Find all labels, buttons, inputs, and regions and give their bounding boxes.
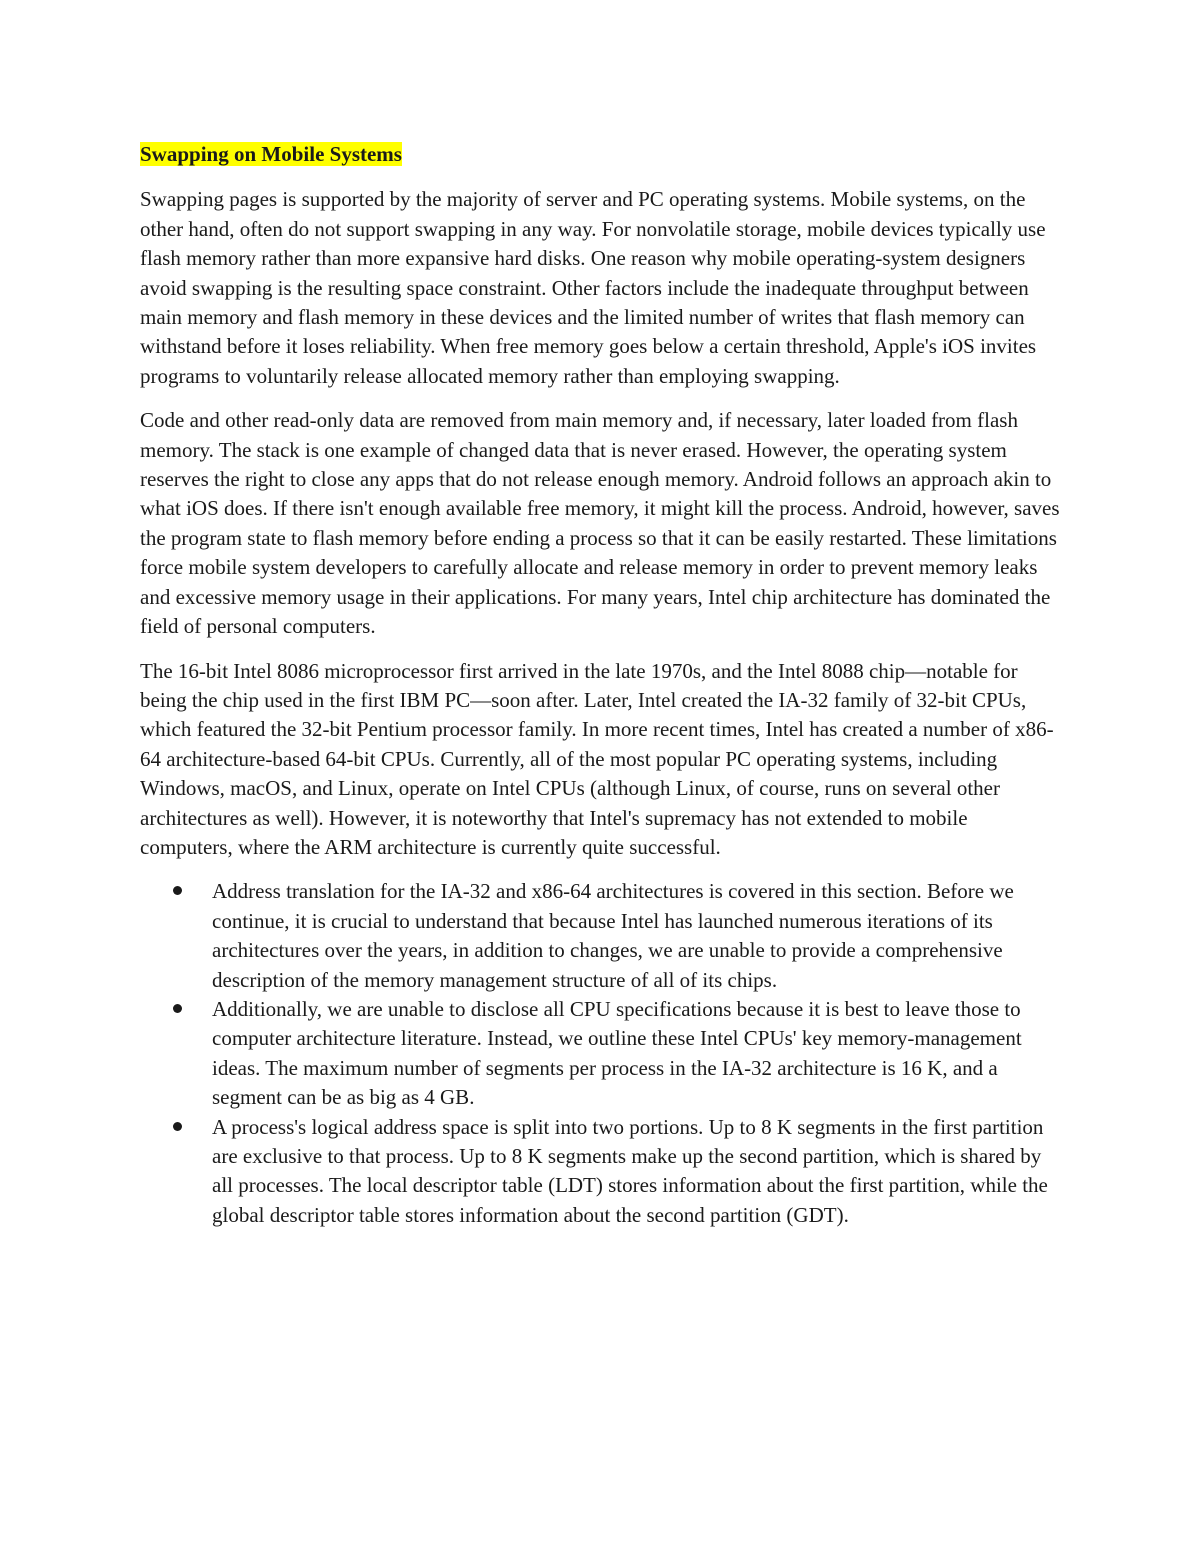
highlighted-title-text: Swapping on Mobile Systems xyxy=(140,142,402,166)
document-title xyxy=(140,140,1065,169)
bullet-item-address-translation xyxy=(140,877,1065,995)
bullet-item-logical-address-space xyxy=(140,1113,1065,1231)
bullet-text: Address translation for the IA-32 and x86-64 architectures is covered in this section. Before we continue, it is crucial to understand that because Intel has launched numerous iterations of its architectures over the years, in addition to changes, we are unable to provide a comprehensive description of the memory management structure of all of its chips. xyxy=(212,879,1014,992)
bullet-item-cpu-specifications xyxy=(140,995,1065,1113)
paragraph-intel-architecture: The 16-bit Intel 8086 microprocessor first arrived in the late 1970s, and the Intel 8088 chip—notable for being the chip used in the first IBM PC—soon after. Later, Intel created the IA-32 family of 32-bit CPUs, which featured the 32-bit Pentium processor family. In more recent times, Intel has created a number of x86-64 architecture-based 64-bit CPUs. Currently, all of the most popular PC operating systems, including Windows, macOS, and Linux, operate on Intel CPUs (although Linux, of course, runs on several other architectures as well). However, it is noteworthy that Intel's supremacy has not extended to mobile computers, where the ARM architecture is currently quite successful. xyxy=(140,658,1054,859)
bullet-dot-icon xyxy=(173,1004,182,1013)
bullet-dot-icon xyxy=(173,1122,182,1131)
bullet-dot-icon xyxy=(173,886,182,895)
bullet-list xyxy=(140,877,1065,1230)
document-body xyxy=(140,140,1065,1230)
bullet-text: Additionally, we are unable to disclose all CPU specifications because it is best to leave those to computer architecture literature. Instead, we outline these Intel CPUs' key memory-management ideas. The maximum number of segments per process in the IA-32 architecture is 16 K, and a segment can be as big as 4 GB. xyxy=(212,996,1022,1110)
paragraph-android-ios-memory: Code and other read-only data are removed from main memory and, if necessary, later loaded from flash memory. The stack is one example of changed data that is never erased. However, the operating system reserves the right to close any apps that do not release enough memory. Android follows an approach akin to what iOS does. If there isn't enough available free memory, it might kill the process. Android, however, saves the program state to flash memory before ending a process so that it can be easily restarted. These limitations force mobile system developers to carefully allocate and release memory in order to prevent memory leaks and excessive memory usage in their applications. For many years, Intel chip architecture has dominated the field of personal computers. xyxy=(140,408,1060,639)
paragraph-swapping-overview: Swapping pages is supported by the majority of server and PC operating systems. Mobile systems, on the other hand, often do not support swapping in any way. For nonvolatile storage, mobile devices typically use flash memory rather than more expansive hard disks. One reason why mobile operating-system designers avoid swapping is the resulting space constraint. Other factors include the inadequate throughput between main memory and flash memory in these devices and the limited number of writes that flash memory can withstand before it loses reliability. When free memory goes below a certain threshold, Apple's iOS invites programs to voluntarily release allocated memory rather than employing swapping. xyxy=(140,187,1046,388)
bullet-text: A process's logical address space is split into two portions. Up to 8 K segments in the first partition are exclusive to that process. Up to 8 K segments make up the second partition, which is shared by all processes. The local descriptor table (LDT) stores information about the first partition, while the global descriptor table stores information about the second partition (GDT). xyxy=(212,1114,1048,1227)
